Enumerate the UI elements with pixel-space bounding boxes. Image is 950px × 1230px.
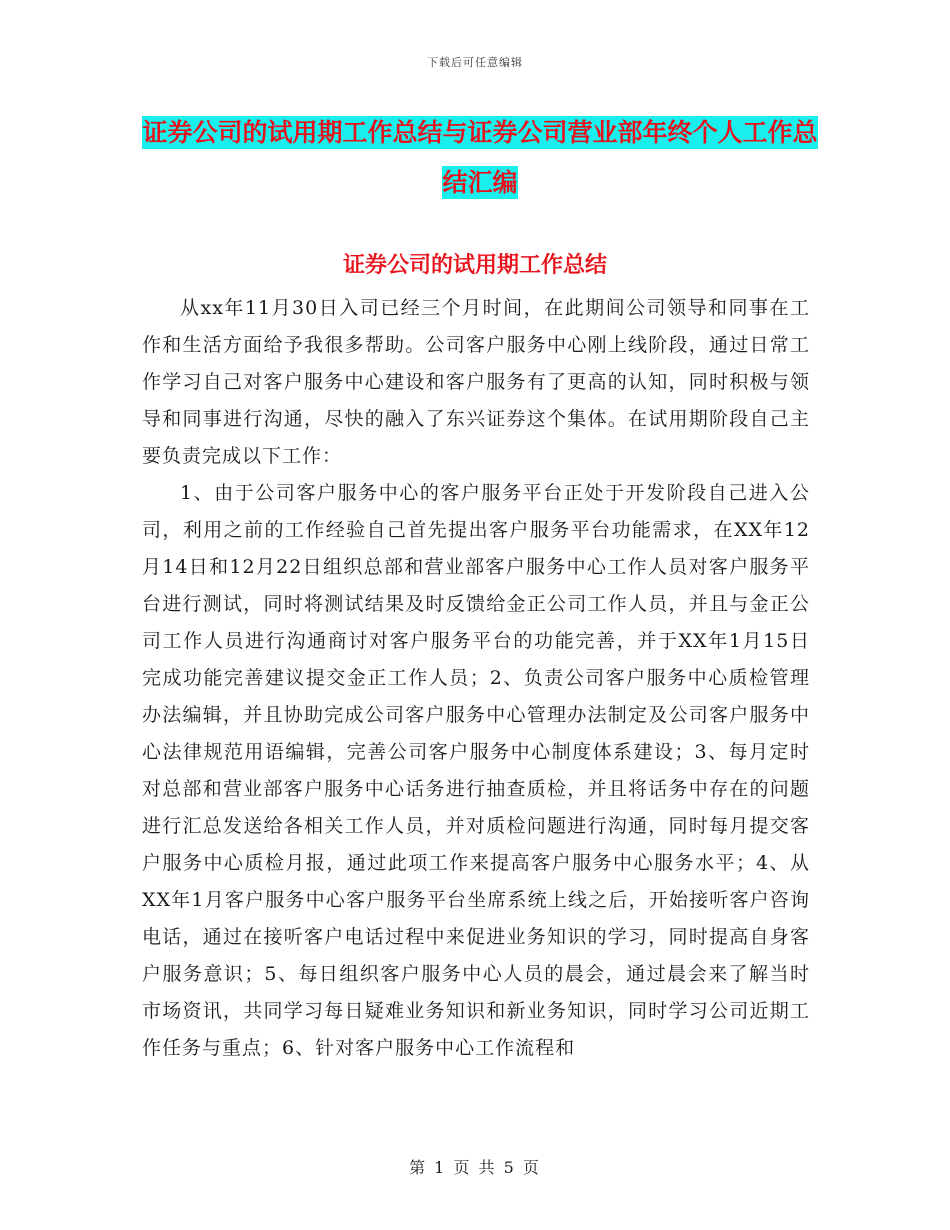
document-body	[142, 290, 810, 1067]
document-title-text: 证券公司的试用期工作总结与证券公司营业部年终个人工作总结汇编	[142, 118, 818, 197]
paragraph: 1、由于公司客户服务中心的客户服务平台正处于开发阶段自己进入公司，利用之前的工作经验自己首先提出客户服务平台功能需求，在XX年12月14日和12月22日组织总部和营业部客户服务中心工作人员对客户服务平台进行测试，同时将测试结果及时反馈给金正公司工作人员，并且与金正公司工作人员进行沟通商讨对客户服务平台的功能完善，并于XX年1月15日完成功能完善建议提交金正工作人员；2、负责公司客户服务中心质检管理办法编辑，并且协助完成公司客户服务中心管理办法制定及公司客户服务中心法律规范用语编辑，完善公司客户服务中心制度体系建设；3、每月定时对总部和营业部客户服务中心话务进行抽查质检，并且将话务中存在的问题进行汇总发送给各相关工作人员，并对质检问题进行沟通，同时每月提交客户服务中心质检月报，通过此项工作来提高客户服务中心服务水平；4、从XX年1月客户服务中心客户服务平台坐席系统上线之后，开始接听客户咨询电话，通过在接听客户电话过程中来促进业务知识的学习，同时提高自身客户服务意识；5、每日组织客户服务中心人员的晨会，通过晨会来了解当时市场资讯，共同学习每日疑难业务知识和新业务知识，同时学习公司近期工作任务与重点；6、针对客户服务中心工作流程和	[142, 482, 810, 1059]
section-title: 证券公司的试用期工作总结	[342, 253, 607, 278]
header-note: 下载后可任意编辑	[427, 56, 523, 69]
document-title	[140, 108, 820, 208]
page-number: 第 1 页 共 5 页	[409, 1158, 541, 1177]
paragraph: 从xx年11月30日入司已经三个月时间，在此期间公司领导和同事在工作和生活方面给予我很多帮助。公司客户服务中心刚上线阶段，通过日常工作学习自己对客户服务中心建设和客户服务有了更高的认知，同时积极与领导和同事进行沟通，尽快的融入了东兴证券这个集体。在试用期阶段自己主要负责完成以下工作：	[142, 297, 810, 467]
